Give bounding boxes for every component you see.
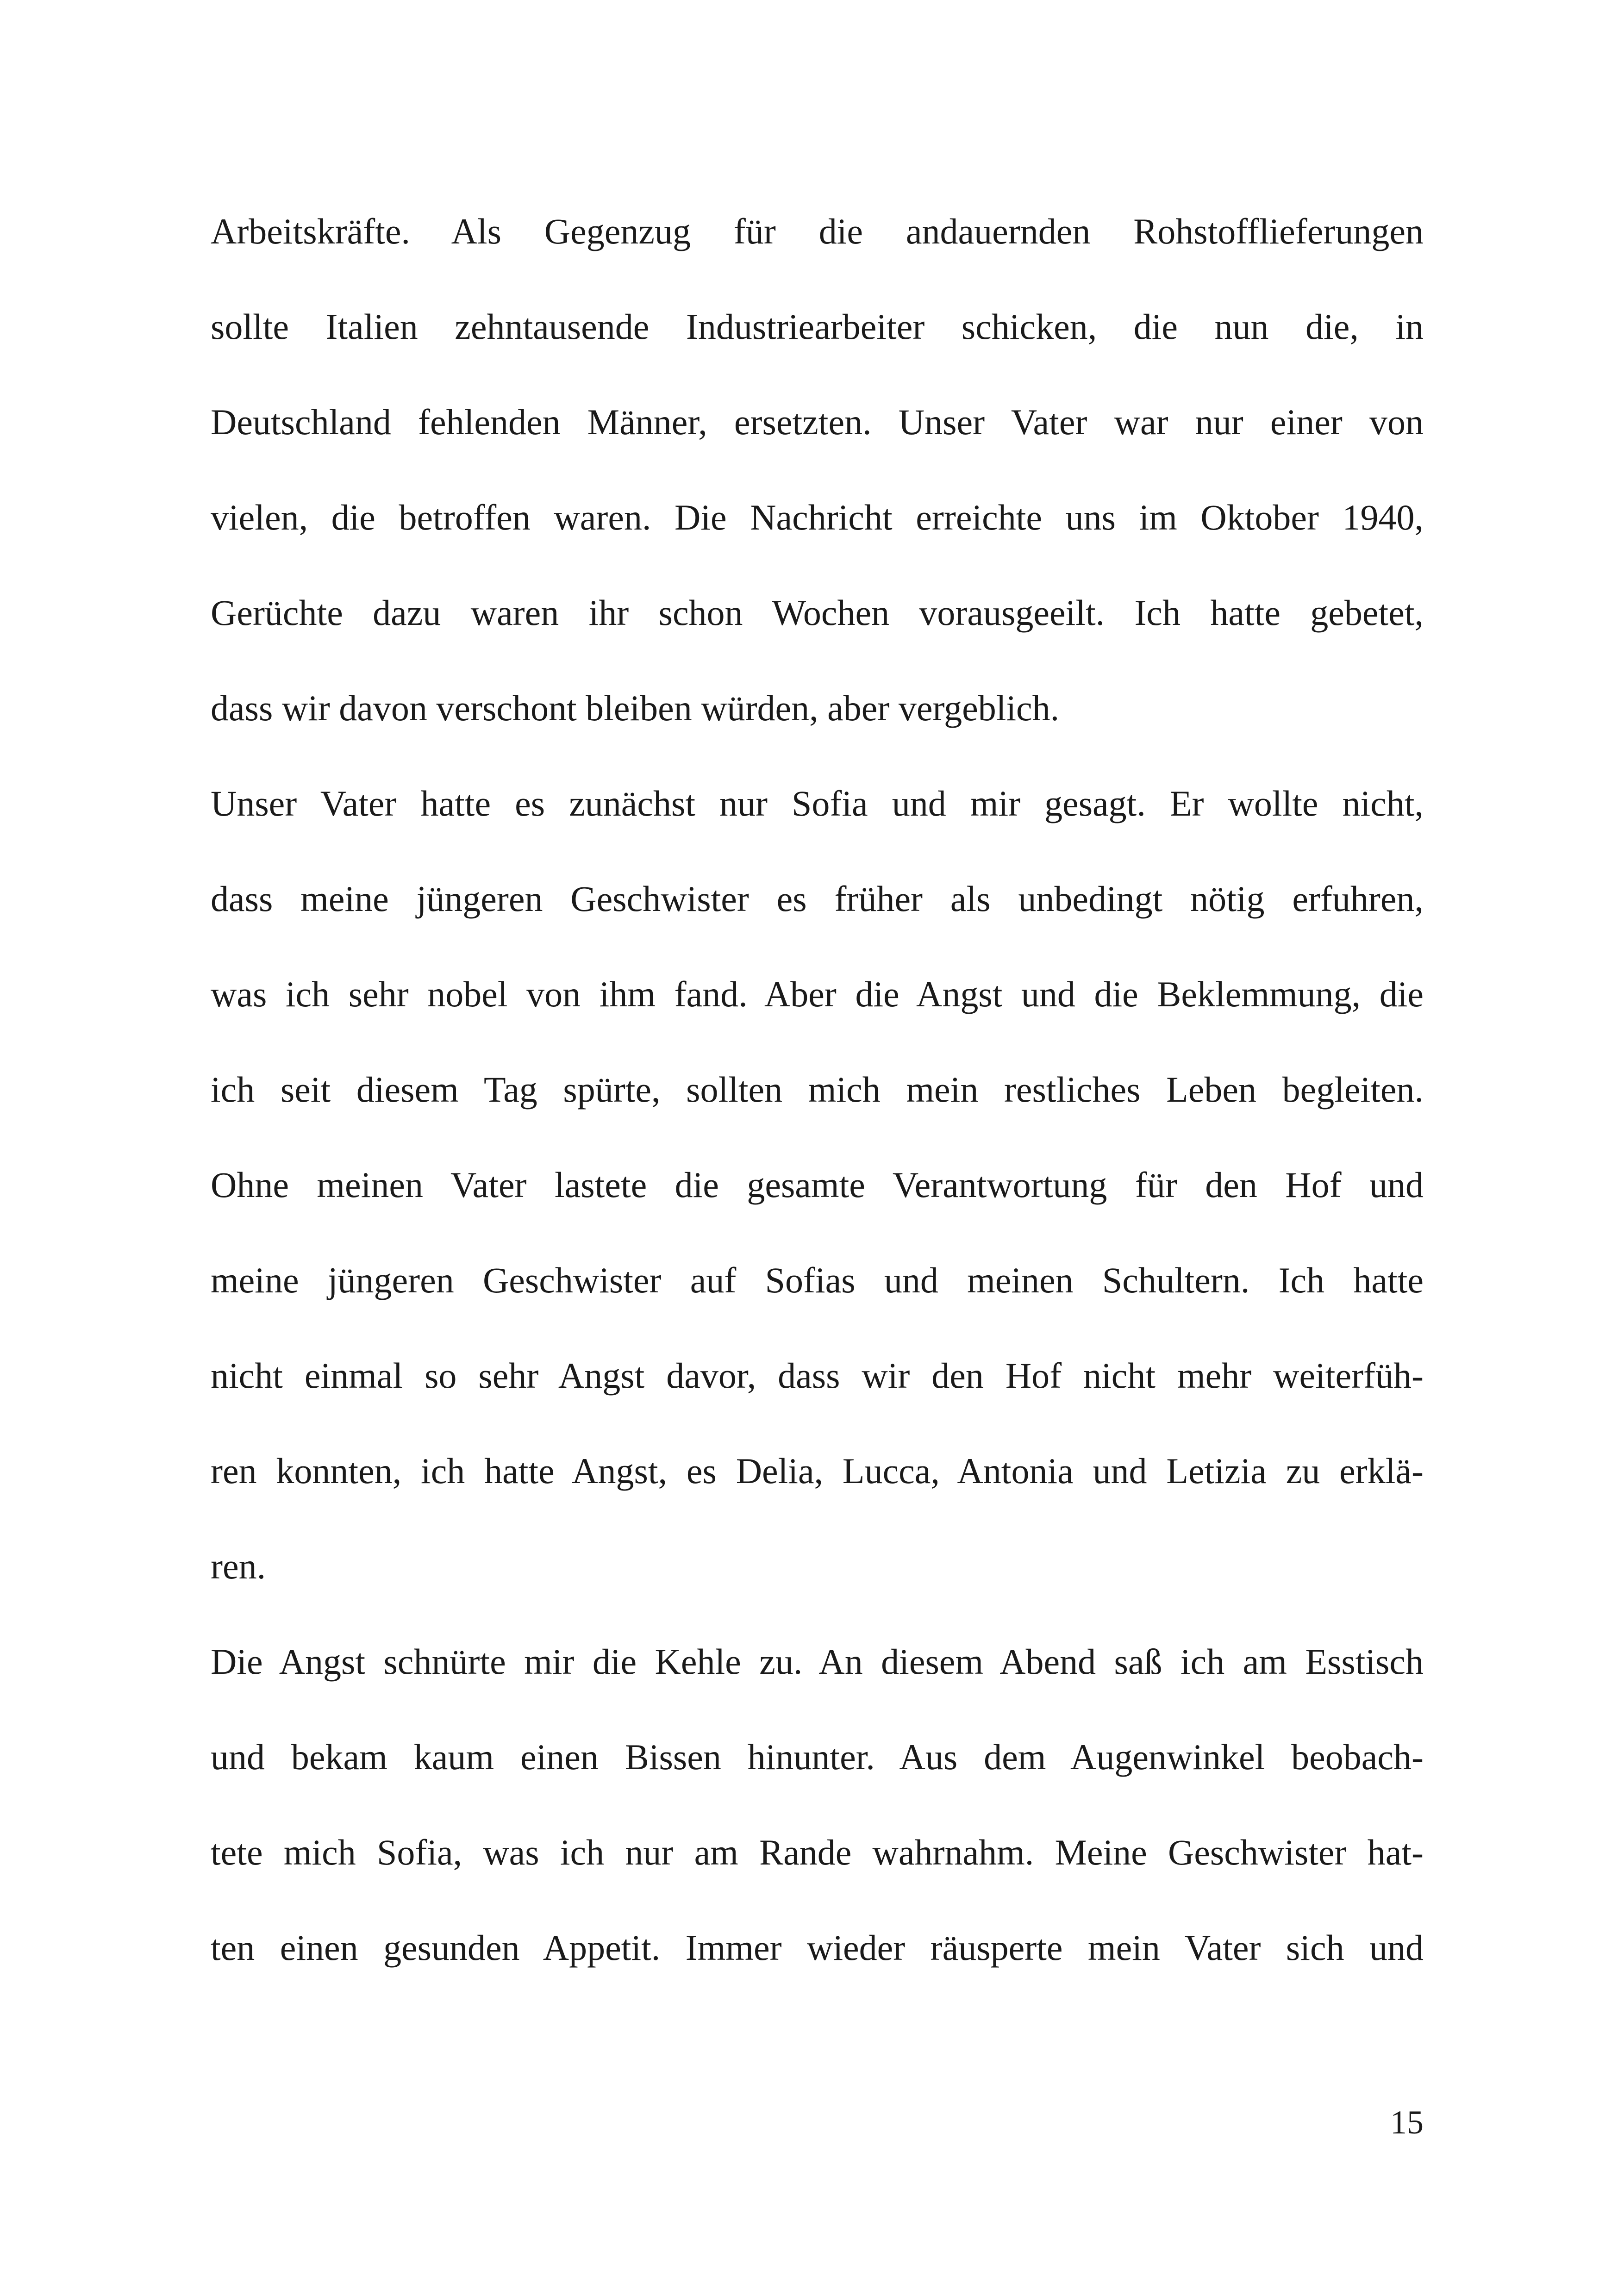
text-line: vielen, die betroffen waren. Die Nachricht erreichte uns im Oktober 1940, xyxy=(211,497,1424,537)
text-line: was ich sehr nobel von ihm fand. Aber die Angst und die Beklemmung, die xyxy=(211,974,1424,1014)
text-line: nicht einmal so sehr Angst davor, dass wir den Hof nicht mehr weiterfüh- xyxy=(211,1355,1424,1396)
body-text xyxy=(211,202,1424,2014)
page-number: 15 xyxy=(1390,2104,1424,2141)
text-line: ich seit diesem Tag spürte, sollten mich mein restliches Leben begleiten. xyxy=(211,1069,1424,1110)
text-line: ren konnten, ich hatte Angst, es Delia, Lucca, Antonia und Letizia zu erklä- xyxy=(211,1451,1424,1491)
text-line: Die Angst schnürte mir die Kehle zu. An diesem Abend saß ich am Esstisch xyxy=(211,1641,1424,1682)
text-line: tete mich Sofia, was ich nur am Rande wahrnahm. Meine Geschwister hat- xyxy=(211,1832,1424,1872)
text-line: Deutschland fehlenden Männer, ersetzten. Unser Vater war nur einer von xyxy=(211,402,1424,442)
text-line: dass wir davon verschont bleiben würden, aber vergeblich. xyxy=(211,688,1060,728)
text-line: Arbeitskräfte. Als Gegenzug für die andauernden Rohstofflieferungen xyxy=(211,211,1424,251)
text-line: und bekam kaum einen Bissen hinunter. Aus dem Augenwinkel beobach- xyxy=(211,1737,1424,1777)
text-line: ren. xyxy=(211,1546,266,1586)
text-line: meine jüngeren Geschwister auf Sofias und meinen Schultern. Ich hatte xyxy=(211,1260,1424,1300)
text-line: Unser Vater hatte es zunächst nur Sofia und mir gesagt. Er wollte nicht, xyxy=(211,783,1424,823)
text-line: Ohne meinen Vater lastete die gesamte Verantwortung für den Hof und xyxy=(211,1165,1424,1205)
text-line: ten einen gesunden Appetit. Immer wieder räusperte mein Vater sich und xyxy=(211,1927,1424,1968)
text-line: Gerüchte dazu waren ihr schon Wochen vorausgeeilt. Ich hatte gebetet, xyxy=(211,592,1424,633)
text-line: dass meine jüngeren Geschwister es früher als unbedingt nötig erfuhren, xyxy=(211,879,1424,919)
text-line: sollte Italien zehntausende Industriearbeiter schicken, die nun die, in xyxy=(211,306,1424,347)
